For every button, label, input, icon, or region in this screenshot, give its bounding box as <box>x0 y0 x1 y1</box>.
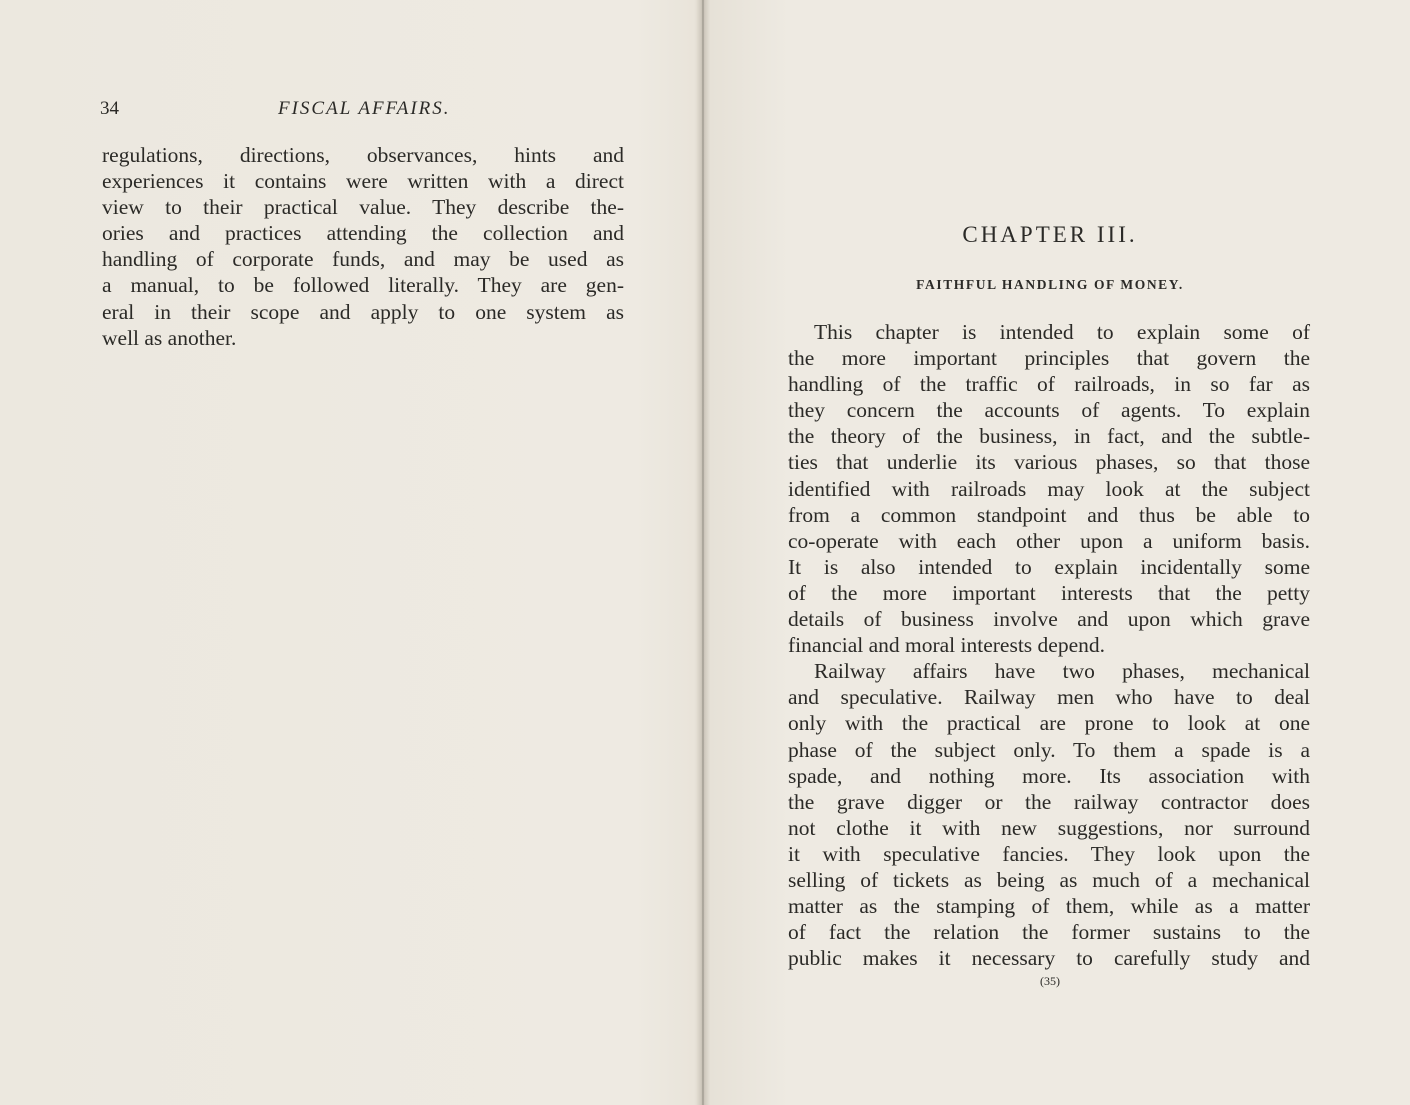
text-line: handling of the traffic of railroads, in so far as <box>788 372 1310 397</box>
text-line: only with the practical are prone to look at one <box>788 711 1310 736</box>
text-line: experiences it contains were written with a direct <box>102 169 624 194</box>
text-line: financial and moral interests depend. <box>788 633 1106 658</box>
text-line: it with speculative fancies. They look upon the <box>788 841 1310 866</box>
right-page <box>706 0 1410 1105</box>
text-line: This chapter is intended to explain some of <box>814 320 1310 344</box>
text-line: view to their practical value. They describe the- <box>102 195 624 220</box>
text-line: eral in their scope and apply to one system as <box>102 299 624 324</box>
text-line: matter as the stamping of them, while as a matter <box>788 894 1310 919</box>
left-body-text <box>102 142 624 351</box>
text-line: handling of corporate funds, and may be used as <box>102 247 624 272</box>
chapter-subtitle: FAITHFUL HANDLING OF MONEY. <box>916 277 1184 292</box>
page-number-right: (35) <box>1040 974 1060 988</box>
text-line: phase of the subject only. To them a spade is a <box>788 737 1310 762</box>
text-line: they concern the accounts of agents. To explain <box>788 398 1310 423</box>
text-line: the theory of the business, in fact, and the subtle- <box>788 424 1310 449</box>
text-line: identified with railroads may look at the subject <box>788 476 1310 501</box>
left-page <box>0 0 703 1105</box>
text-line: from a common standpoint and thus be able to <box>788 502 1310 527</box>
running-head <box>100 98 625 126</box>
chapter-title: CHAPTER III. <box>962 222 1138 247</box>
text-line: and speculative. Railway men who have to deal <box>788 685 1310 710</box>
text-line: Railway affairs have two phases, mechanical <box>814 659 1310 684</box>
text-line: of fact the relation the former sustains to the <box>788 920 1310 945</box>
text-line: co-operate with each other upon a uniform basis. <box>788 528 1310 553</box>
text-line: of the more important interests that the petty <box>788 580 1310 605</box>
text-line: regulations, directions, observances, hints and <box>102 143 624 167</box>
text-line: details of business involve and upon which grave <box>788 607 1310 632</box>
text-line: public makes it necessary to carefully study and <box>788 946 1310 971</box>
page-number-left: 34 <box>100 98 119 119</box>
text-line: the grave digger or the railway contractor does <box>788 789 1310 814</box>
text-line: well as another. <box>102 325 237 350</box>
text-line: selling of tickets as being as much of a mechanical <box>788 867 1310 892</box>
text-line: a manual, to be followed literally. They are gen- <box>102 273 624 298</box>
text-line: the more important principles that govern the <box>788 346 1310 371</box>
text-line: It is also intended to explain incidentally some <box>788 554 1310 579</box>
text-line: spade, and nothing more. Its association with <box>788 763 1310 788</box>
text-line: ties that underlie its various phases, so that those <box>788 450 1310 475</box>
text-line: ories and practices attending the collection and <box>102 221 624 246</box>
text-line: not clothe it with new suggestions, nor surround <box>788 815 1310 840</box>
right-body-text <box>788 319 1310 971</box>
running-title: FISCAL AFFAIRS. <box>278 98 451 119</box>
